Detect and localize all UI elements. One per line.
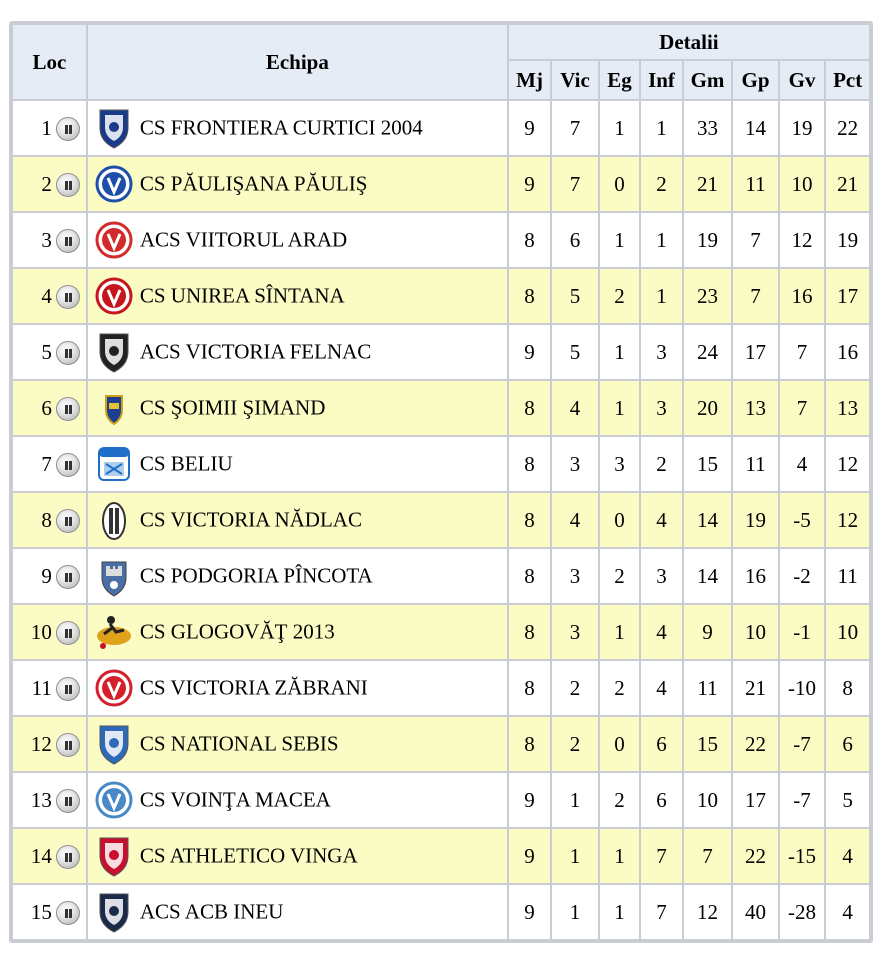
stat-gp: 17 bbox=[733, 325, 778, 379]
stat-vic: 3 bbox=[552, 605, 598, 659]
stat-gp: 17 bbox=[733, 773, 778, 827]
team-crest-shield-icon bbox=[94, 834, 134, 878]
team-name: CS VICTORIA NĂDLAC bbox=[139, 507, 362, 532]
stat-gv: -28 bbox=[780, 885, 825, 939]
stat-mj: 8 bbox=[509, 269, 550, 323]
stat-gm: 12 bbox=[684, 885, 732, 939]
stat-eg: 1 bbox=[600, 605, 639, 659]
pause-icon bbox=[56, 845, 80, 869]
table-row bbox=[13, 661, 869, 715]
team-cell bbox=[88, 157, 507, 211]
table-row bbox=[13, 605, 869, 659]
stat-pct: 19 bbox=[826, 213, 869, 267]
stat-gm: 33 bbox=[684, 101, 732, 155]
table-row bbox=[13, 157, 869, 211]
stat-eg: 1 bbox=[600, 101, 639, 155]
team-cell bbox=[88, 213, 507, 267]
header-col-eg: Eg bbox=[600, 61, 639, 99]
position-cell bbox=[13, 773, 86, 827]
table-row bbox=[13, 269, 869, 323]
stat-inf: 2 bbox=[641, 437, 681, 491]
stat-gv: -7 bbox=[780, 773, 825, 827]
stat-pct: 21 bbox=[826, 157, 869, 211]
stat-gp: 7 bbox=[733, 213, 778, 267]
stat-gv: -15 bbox=[780, 829, 825, 883]
stat-inf: 3 bbox=[641, 381, 681, 435]
stat-vic: 5 bbox=[552, 269, 598, 323]
stat-mj: 9 bbox=[509, 773, 550, 827]
stat-eg: 1 bbox=[600, 325, 639, 379]
table-row bbox=[13, 493, 869, 547]
stat-eg: 2 bbox=[600, 661, 639, 715]
position-cell bbox=[13, 437, 86, 491]
stat-mj: 9 bbox=[509, 885, 550, 939]
pause-icon bbox=[56, 229, 80, 253]
pause-icon bbox=[56, 285, 80, 309]
pause-icon bbox=[56, 453, 80, 477]
position-cell bbox=[13, 101, 86, 155]
stat-gv: 10 bbox=[780, 157, 825, 211]
pause-icon bbox=[56, 397, 80, 421]
position-number: 2 bbox=[41, 172, 52, 197]
position-number: 7 bbox=[41, 452, 52, 477]
stat-mj: 8 bbox=[509, 437, 550, 491]
team-crest-round-badge-icon bbox=[94, 778, 134, 822]
team-cell bbox=[88, 661, 507, 715]
stat-gp: 10 bbox=[733, 605, 778, 659]
stat-vic: 6 bbox=[552, 213, 598, 267]
team-cell bbox=[88, 605, 507, 659]
pause-icon bbox=[56, 565, 80, 589]
stat-inf: 1 bbox=[641, 213, 681, 267]
position-number: 11 bbox=[31, 676, 52, 701]
pause-icon bbox=[56, 733, 80, 757]
team-cell bbox=[88, 437, 507, 491]
position-cell bbox=[13, 213, 86, 267]
stat-gm: 21 bbox=[684, 157, 732, 211]
stat-gp: 22 bbox=[733, 717, 778, 771]
position-number: 13 bbox=[30, 788, 52, 813]
stat-eg: 2 bbox=[600, 269, 639, 323]
stat-gv: -5 bbox=[780, 493, 825, 547]
stat-gm: 11 bbox=[684, 661, 732, 715]
stat-gv: -7 bbox=[780, 717, 825, 771]
stat-gp: 14 bbox=[733, 101, 778, 155]
stat-inf: 4 bbox=[641, 493, 681, 547]
stat-vic: 2 bbox=[552, 661, 598, 715]
pause-icon bbox=[56, 173, 80, 197]
position-number: 3 bbox=[41, 228, 52, 253]
table-row bbox=[13, 213, 869, 267]
team-cell bbox=[88, 493, 507, 547]
position-number: 1 bbox=[41, 116, 52, 141]
team-name: CS VICTORIA ZĂBRANI bbox=[139, 675, 368, 700]
table-row bbox=[13, 773, 869, 827]
position-number: 4 bbox=[41, 284, 52, 309]
header-col-inf: Inf bbox=[641, 61, 681, 99]
position-number: 9 bbox=[41, 564, 52, 589]
pause-icon bbox=[56, 117, 80, 141]
stat-pct: 6 bbox=[826, 717, 869, 771]
team-crest-round-badge-icon bbox=[94, 218, 134, 262]
stat-mj: 8 bbox=[509, 605, 550, 659]
stat-eg: 3 bbox=[600, 437, 639, 491]
table-row bbox=[13, 437, 869, 491]
team-crest-shield-icon bbox=[94, 330, 134, 374]
stat-inf: 3 bbox=[641, 549, 681, 603]
stat-gp: 16 bbox=[733, 549, 778, 603]
stat-eg: 0 bbox=[600, 157, 639, 211]
team-name: CS ATHLETICO VINGA bbox=[139, 843, 358, 868]
team-cell bbox=[88, 549, 507, 603]
position-number: 6 bbox=[41, 396, 52, 421]
stat-gv: 16 bbox=[780, 269, 825, 323]
stat-gm: 14 bbox=[684, 493, 732, 547]
header-loc: Loc bbox=[13, 25, 86, 99]
team-crest-castle-shield-icon bbox=[94, 554, 134, 598]
stat-eg: 2 bbox=[600, 773, 639, 827]
stat-pct: 4 bbox=[826, 885, 869, 939]
team-cell bbox=[88, 717, 507, 771]
position-cell bbox=[13, 885, 86, 939]
stat-gv: -10 bbox=[780, 661, 825, 715]
stat-gv: 4 bbox=[780, 437, 825, 491]
stat-gv: 19 bbox=[780, 101, 825, 155]
stat-inf: 1 bbox=[641, 269, 681, 323]
stat-gm: 20 bbox=[684, 381, 732, 435]
stat-gm: 15 bbox=[684, 717, 732, 771]
stat-gp: 22 bbox=[733, 829, 778, 883]
team-cell bbox=[88, 381, 507, 435]
stat-gm: 19 bbox=[684, 213, 732, 267]
header-details: Detalii bbox=[509, 25, 869, 59]
stat-inf: 7 bbox=[641, 829, 681, 883]
position-number: 15 bbox=[30, 900, 52, 925]
stat-gv: 7 bbox=[780, 325, 825, 379]
header-team: Echipa bbox=[88, 25, 507, 99]
team-name: CS VOINŢA MACEA bbox=[139, 787, 331, 812]
stat-vic: 1 bbox=[552, 885, 598, 939]
stat-vic: 1 bbox=[552, 829, 598, 883]
stat-eg: 1 bbox=[600, 213, 639, 267]
position-number: 12 bbox=[30, 732, 52, 757]
stat-inf: 4 bbox=[641, 661, 681, 715]
team-name: CS GLOGOVĂŢ 2013 bbox=[139, 619, 335, 644]
stat-pct: 16 bbox=[826, 325, 869, 379]
table-row bbox=[13, 717, 869, 771]
header-col-mj: Mj bbox=[509, 61, 550, 99]
stat-mj: 8 bbox=[509, 717, 550, 771]
stat-inf: 6 bbox=[641, 773, 681, 827]
team-crest-round-badge-icon bbox=[94, 162, 134, 206]
team-name: CS NATIONAL SEBIS bbox=[139, 731, 339, 756]
position-cell bbox=[13, 325, 86, 379]
team-cell bbox=[88, 885, 507, 939]
stat-pct: 10 bbox=[826, 605, 869, 659]
stat-pct: 12 bbox=[826, 437, 869, 491]
position-cell bbox=[13, 605, 86, 659]
team-crest-shield-icon bbox=[94, 106, 134, 150]
position-cell bbox=[13, 157, 86, 211]
stat-gm: 24 bbox=[684, 325, 732, 379]
team-cell bbox=[88, 325, 507, 379]
stat-mj: 9 bbox=[509, 101, 550, 155]
team-name: CS FRONTIERA CURTICI 2004 bbox=[139, 115, 423, 140]
table-row bbox=[13, 829, 869, 883]
pause-icon bbox=[56, 789, 80, 813]
stat-eg: 0 bbox=[600, 717, 639, 771]
stat-inf: 2 bbox=[641, 157, 681, 211]
header-col-pct: Pct bbox=[826, 61, 869, 99]
stat-vic: 7 bbox=[552, 101, 598, 155]
stat-gv: 7 bbox=[780, 381, 825, 435]
team-cell bbox=[88, 773, 507, 827]
stat-eg: 2 bbox=[600, 549, 639, 603]
team-crest-player-logo-icon bbox=[94, 610, 134, 654]
team-name: ACS VICTORIA FELNAC bbox=[139, 339, 372, 364]
stat-gp: 19 bbox=[733, 493, 778, 547]
stat-pct: 12 bbox=[826, 493, 869, 547]
standings-table-container bbox=[9, 21, 873, 943]
team-cell bbox=[88, 101, 507, 155]
stat-mj: 9 bbox=[509, 829, 550, 883]
position-cell bbox=[13, 493, 86, 547]
stat-mj: 8 bbox=[509, 549, 550, 603]
stat-inf: 3 bbox=[641, 325, 681, 379]
stat-gm: 10 bbox=[684, 773, 732, 827]
stat-pct: 22 bbox=[826, 101, 869, 155]
stat-pct: 8 bbox=[826, 661, 869, 715]
pause-icon bbox=[56, 621, 80, 645]
team-crest-round-badge-icon bbox=[94, 666, 134, 710]
stat-eg: 1 bbox=[600, 381, 639, 435]
stat-mj: 8 bbox=[509, 213, 550, 267]
stat-vic: 5 bbox=[552, 325, 598, 379]
team-cell bbox=[88, 269, 507, 323]
stat-gv: -2 bbox=[780, 549, 825, 603]
stat-gv: 12 bbox=[780, 213, 825, 267]
header-col-gm: Gm bbox=[684, 61, 732, 99]
table-row bbox=[13, 549, 869, 603]
position-cell bbox=[13, 829, 86, 883]
stat-eg: 1 bbox=[600, 829, 639, 883]
position-number: 14 bbox=[30, 844, 52, 869]
position-number: 5 bbox=[41, 340, 52, 365]
stat-gm: 7 bbox=[684, 829, 732, 883]
team-name: ACS ACB INEU bbox=[139, 899, 284, 924]
stat-mj: 8 bbox=[509, 661, 550, 715]
header-col-gp: Gp bbox=[733, 61, 778, 99]
stat-pct: 4 bbox=[826, 829, 869, 883]
position-cell bbox=[13, 549, 86, 603]
stat-inf: 4 bbox=[641, 605, 681, 659]
team-crest-shield-icon bbox=[94, 890, 134, 934]
position-cell bbox=[13, 269, 86, 323]
stat-pct: 13 bbox=[826, 381, 869, 435]
table-row bbox=[13, 325, 869, 379]
team-crest-round-badge-icon bbox=[94, 274, 134, 318]
table-row bbox=[13, 381, 869, 435]
team-name: ACS VIITORUL ARAD bbox=[139, 227, 348, 252]
stat-pct: 11 bbox=[826, 549, 869, 603]
stat-gp: 13 bbox=[733, 381, 778, 435]
team-name: CS PĂULIŞANA PĂULIŞ bbox=[139, 171, 368, 196]
team-name: CS PODGORIA PÎNCOTA bbox=[139, 563, 373, 588]
stat-vic: 3 bbox=[552, 549, 598, 603]
stat-gv: -1 bbox=[780, 605, 825, 659]
team-crest-square-badge-icon bbox=[94, 442, 134, 486]
stat-mj: 9 bbox=[509, 157, 550, 211]
stat-eg: 1 bbox=[600, 885, 639, 939]
position-number: 10 bbox=[30, 620, 52, 645]
stat-mj: 9 bbox=[509, 325, 550, 379]
stat-gm: 14 bbox=[684, 549, 732, 603]
position-cell bbox=[13, 717, 86, 771]
standings-table bbox=[11, 23, 871, 941]
pause-icon bbox=[56, 677, 80, 701]
pause-icon bbox=[56, 901, 80, 925]
team-name: CS UNIREA SÎNTANA bbox=[139, 283, 345, 308]
stat-gp: 7 bbox=[733, 269, 778, 323]
stat-gp: 11 bbox=[733, 157, 778, 211]
position-cell bbox=[13, 381, 86, 435]
position-cell bbox=[13, 661, 86, 715]
stat-gp: 40 bbox=[733, 885, 778, 939]
stat-pct: 5 bbox=[826, 773, 869, 827]
team-cell bbox=[88, 829, 507, 883]
stat-vic: 2 bbox=[552, 717, 598, 771]
team-crest-oval-badge-icon bbox=[94, 498, 134, 542]
team-crest-small-shield-icon bbox=[94, 386, 134, 430]
stat-vic: 4 bbox=[552, 493, 598, 547]
pause-icon bbox=[56, 509, 80, 533]
stat-eg: 0 bbox=[600, 493, 639, 547]
stat-pct: 17 bbox=[826, 269, 869, 323]
pause-icon bbox=[56, 341, 80, 365]
stat-gp: 11 bbox=[733, 437, 778, 491]
stat-vic: 1 bbox=[552, 773, 598, 827]
stat-vic: 3 bbox=[552, 437, 598, 491]
stat-gm: 9 bbox=[684, 605, 732, 659]
team-name: CS ŞOIMII ŞIMAND bbox=[139, 395, 326, 420]
stat-vic: 7 bbox=[552, 157, 598, 211]
stat-inf: 6 bbox=[641, 717, 681, 771]
header-col-gv: Gv bbox=[780, 61, 825, 99]
header-col-vic: Vic bbox=[552, 61, 598, 99]
team-crest-shield-icon bbox=[94, 722, 134, 766]
position-number: 8 bbox=[41, 508, 52, 533]
table-row bbox=[13, 885, 869, 939]
stat-inf: 7 bbox=[641, 885, 681, 939]
table-row bbox=[13, 101, 869, 155]
stat-inf: 1 bbox=[641, 101, 681, 155]
team-name: CS BELIU bbox=[139, 451, 233, 476]
stat-gm: 23 bbox=[684, 269, 732, 323]
stat-vic: 4 bbox=[552, 381, 598, 435]
stat-gm: 15 bbox=[684, 437, 732, 491]
stat-mj: 8 bbox=[509, 493, 550, 547]
stat-mj: 8 bbox=[509, 381, 550, 435]
stat-gp: 21 bbox=[733, 661, 778, 715]
